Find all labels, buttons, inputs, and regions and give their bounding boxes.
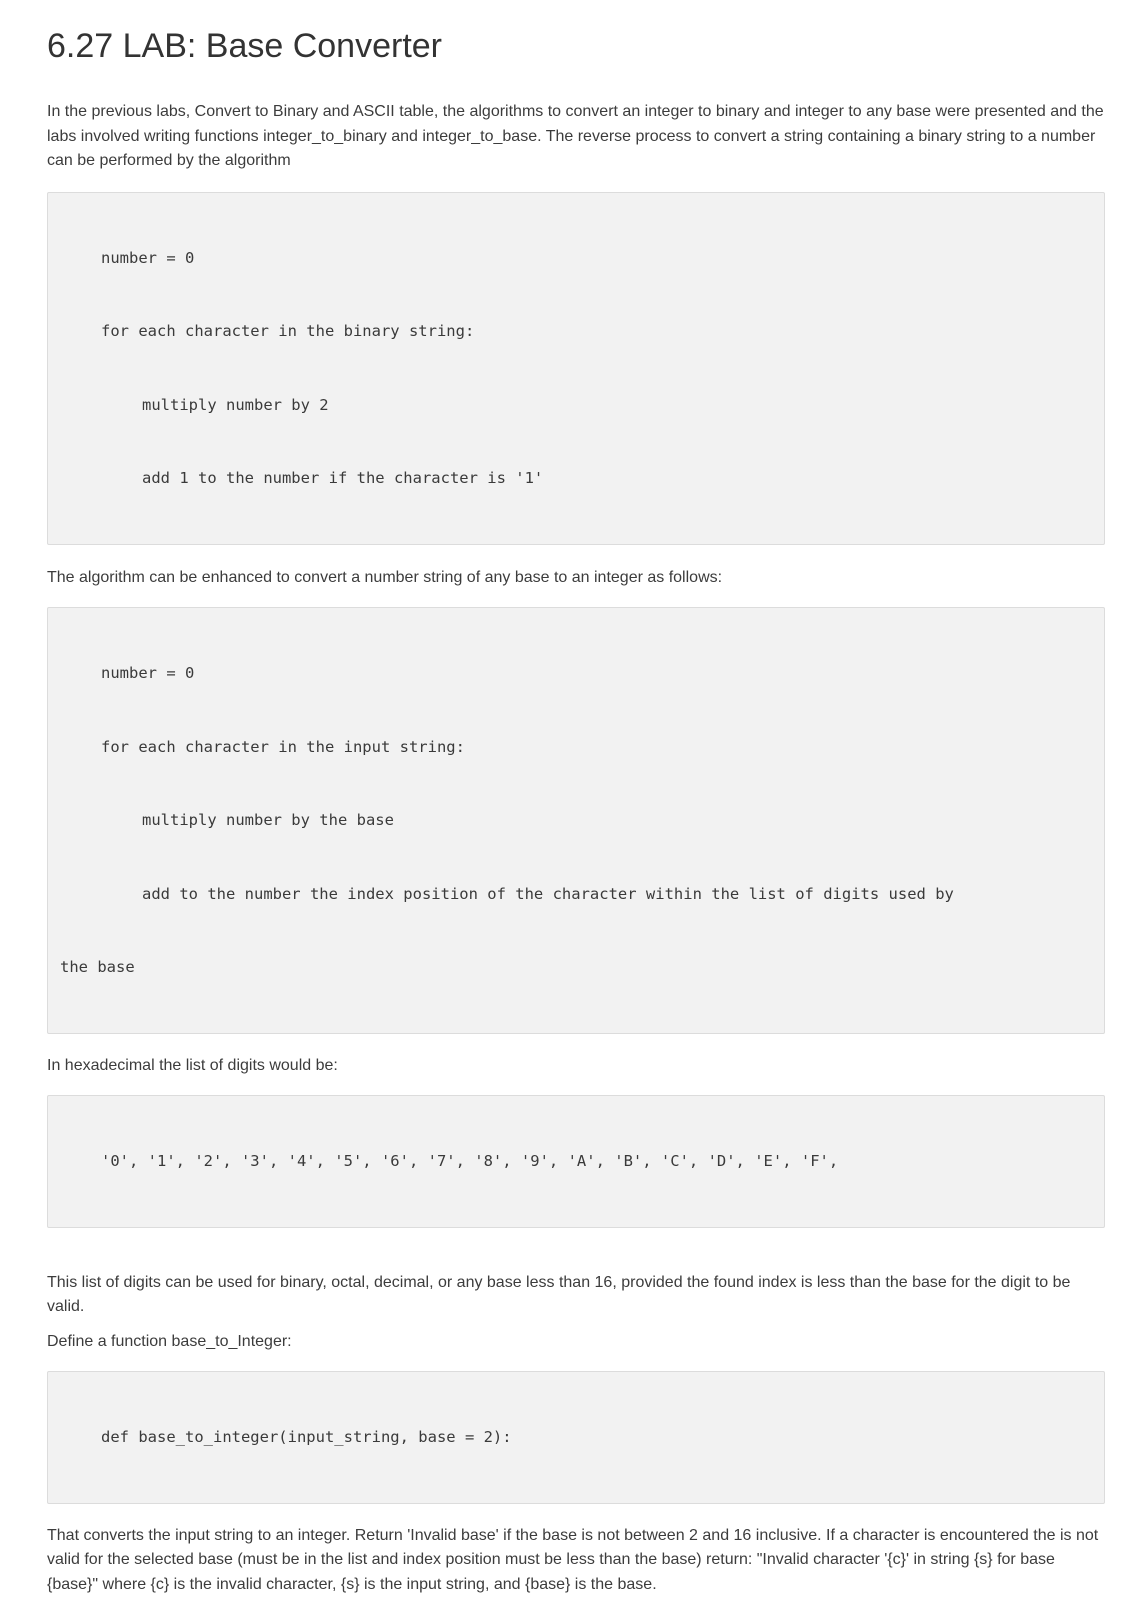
hex-digits-code-block <box>47 1095 1105 1228</box>
function-signature-code-block <box>47 1371 1105 1504</box>
define-paragraph: Define a function base_to_Integer: <box>47 1330 1105 1355</box>
code-line: add to the number the index position of the character within the list of digits used by <box>60 882 1092 907</box>
intro-paragraph: In the previous labs, Convert to Binary and ASCII table, the algorithms to convert an integer to binary and integer to any base were presented and the labs involved writing functions integer_to_binary and integer_to_base. The reverse process to convert a string containing a binary string to a number can be performed by the algorithm <box>47 100 1105 174</box>
code-line: for each character in the binary string: <box>60 319 1092 344</box>
any-base-algorithm-code-block <box>47 607 1105 1034</box>
page-title: 6.27 LAB: Base Converter <box>47 0 1105 66</box>
code-line: def base_to_integer(input_string, base = 2): <box>60 1425 1092 1450</box>
hex-digits-paragraph: In hexadecimal the list of digits would be: <box>47 1054 1105 1079</box>
binary-algorithm-code-block <box>47 192 1105 545</box>
code-line: add 1 to the number if the character is '1' <box>60 466 1092 491</box>
code-line: number = 0 <box>60 661 1092 686</box>
code-line: multiply number by 2 <box>60 393 1092 418</box>
code-line: the base <box>60 955 1092 980</box>
code-line: number = 0 <box>60 246 1092 271</box>
code-line: for each character in the input string: <box>60 735 1092 760</box>
usage-paragraph: This list of digits can be used for binary, octal, decimal, or any base less than 16, provided the found index is less than the base for the digit to be valid. <box>47 1271 1105 1320</box>
code-line: '0', '1', '2', '3', '4', '5', '6', '7', '8', '9', 'A', 'B', 'C', 'D', 'E', 'F', <box>60 1149 1092 1174</box>
enhanced-paragraph: The algorithm can be enhanced to convert a number string of any base to an integer as follows: <box>47 566 1105 591</box>
code-line: multiply number by the base <box>60 808 1092 833</box>
returns-paragraph: That converts the input string to an integer. Return 'Invalid base' if the base is not between 2 and 16 inclusive. If a character is encountered the is not valid for the selected base (must be in the list and index position must be less than the base) return: "Invalid character '{c}' in string {s} for base {base}" where {c} is the invalid character, {s} is the input string, and {base} is the base. <box>47 1524 1105 1597</box>
